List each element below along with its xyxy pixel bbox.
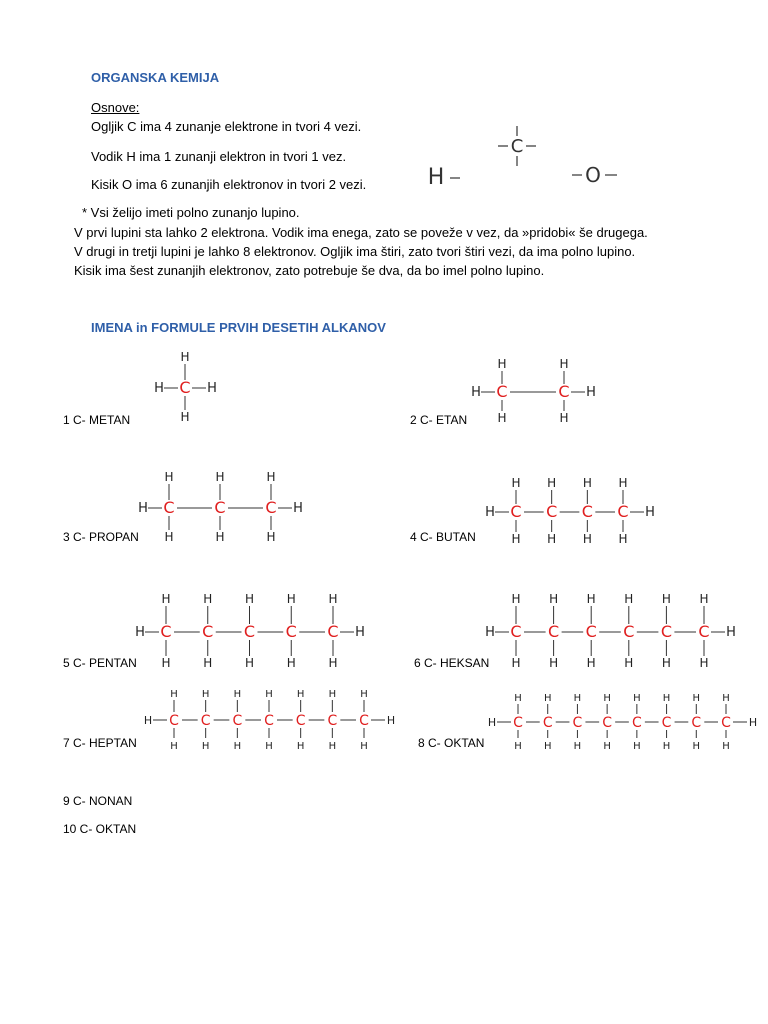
carbon-atom: C <box>581 502 593 521</box>
carbon-atom: C <box>327 713 338 729</box>
propane-structure <box>138 468 303 544</box>
hydrogen-atom: H <box>244 656 255 670</box>
hydrogen-atom: H <box>360 689 368 700</box>
carbon-atom: C <box>169 713 179 729</box>
hydrogen-atom: H <box>603 693 611 704</box>
carbon-atom: C <box>513 715 523 731</box>
carbon-atom: C <box>264 713 274 729</box>
hydrogen-atom: H <box>265 741 273 752</box>
carbon-atom: C <box>214 498 226 517</box>
carbon-atom: C <box>542 715 553 731</box>
hydrogen-atom: H <box>549 656 559 670</box>
hydrogen-atom: H <box>328 689 337 700</box>
hydrogen-atom: H <box>603 741 611 752</box>
alkanes-heading: IMENA in FORMULE PRVIH DESETIH ALKANOV <box>91 320 386 335</box>
pentane-structure <box>135 590 365 670</box>
hydrogen-atom: H <box>511 532 521 546</box>
hydrogen-atom: H <box>360 741 368 752</box>
carbon-atom: C <box>558 382 570 401</box>
hydrogen-atom: H <box>386 714 396 727</box>
hydrogen-atom: H <box>207 381 217 396</box>
hydrogen-atom: H <box>722 693 730 704</box>
hydrogen-symbol: H <box>427 165 445 190</box>
oxygen-symbol: O <box>585 163 601 187</box>
carbon-atom: C <box>698 622 710 641</box>
carbon-atom: C <box>243 622 256 641</box>
basics-note: * Vsi želijo imeti polno zunanjo lupino. <box>82 205 300 220</box>
hydrogen-atom: H <box>582 476 592 490</box>
ethane-structure <box>471 355 596 425</box>
basics-heading: Osnove: <box>91 100 140 115</box>
carbon-atom: C <box>546 502 558 521</box>
hydrogen-atom: H <box>485 625 495 640</box>
hydrogen-atom: H <box>514 741 522 752</box>
methane-structure <box>140 348 230 424</box>
alkane-label-8: 8 C- OKTAN <box>418 736 485 750</box>
hydrogen-atom: H <box>143 714 153 727</box>
hydrogen-atom: H <box>180 350 190 364</box>
hydrogen-atom: H <box>543 741 552 752</box>
carbon-atom: C <box>572 715 583 731</box>
basics-oxygen-line: Kisik O ima 6 zunanjih elektronov in tvori 2 vezi. <box>91 177 367 192</box>
butane-structure <box>485 474 655 546</box>
hydrogen-atom: H <box>471 385 481 400</box>
hydrogen-atom: H <box>618 532 628 546</box>
hydrogen-atom: H <box>154 381 164 396</box>
carbon-atom: C <box>548 622 560 641</box>
hydrogen-atom: H <box>582 532 592 546</box>
basics-paragraph-3: Kisik ima šest zunanjih elektronov, zato potrebuje še dva, da bo imel polno lupino. <box>74 263 545 278</box>
hydrogen-atom: H <box>355 625 365 640</box>
basics-carbon-line: Ogljik C ima 4 zunanje elektrone in tvori 4 vezi. <box>91 119 362 134</box>
hydrogen-atom: H <box>618 476 628 490</box>
carbon-atom: C <box>232 713 243 729</box>
hydrogen-atom: H <box>692 693 701 704</box>
hydrogen-atom: H <box>164 530 174 544</box>
hydrogen-atom: H <box>645 505 655 520</box>
hydrogen-atom: H <box>586 656 596 670</box>
hydrogen-atom: H <box>164 470 174 484</box>
carbon-atom: C <box>327 622 339 641</box>
hydrogen-atom: H <box>244 592 255 606</box>
hydrogen-atom: H <box>233 741 242 752</box>
hydrogen-atom: H <box>328 741 337 752</box>
hydrogen-atom: H <box>286 592 296 606</box>
valence-sketches <box>420 118 630 198</box>
hydrogen-atom: H <box>328 656 338 670</box>
carbon-atom: C <box>163 498 175 517</box>
hydrogen-atom: H <box>511 476 521 490</box>
hydrogen-atom: H <box>547 532 557 546</box>
hydrogen-atom: H <box>170 689 178 700</box>
hydrogen-atom: H <box>497 411 507 425</box>
hydrogen-atom: H <box>722 741 730 752</box>
alkane-label-10: 10 C- OKTAN <box>63 822 137 836</box>
hydrogen-atom: H <box>266 530 276 544</box>
hydrogen-atom: H <box>543 693 552 704</box>
basics-paragraph-1: V prvi lupini sta lahko 2 elektrona. Vodik ima enega, zato se poveže v vez, da »pridobi« še drugega. <box>74 225 648 240</box>
alkane-label-6: 6 C- HEKSAN <box>414 656 490 670</box>
page-title: ORGANSKA KEMIJA <box>91 70 220 85</box>
hydrogen-atom: H <box>215 470 225 484</box>
hydrogen-atom: H <box>138 501 148 516</box>
hydrogen-atom: H <box>726 625 736 640</box>
hydrogen-atom: H <box>633 741 641 752</box>
hydrogen-atom: H <box>692 741 701 752</box>
hydrogen-atom: H <box>180 410 190 424</box>
hydrogen-atom: H <box>624 592 634 606</box>
hydrogen-atom: H <box>624 656 634 670</box>
hydrogen-atom: H <box>573 741 582 752</box>
carbon-atom: C <box>359 713 369 729</box>
hydrogen-atom: H <box>203 592 213 606</box>
carbon-atom: C <box>510 622 522 641</box>
carbon-atom: C <box>496 382 508 401</box>
carbon-atom: C <box>660 622 672 641</box>
hydrogen-atom: H <box>201 689 210 700</box>
alkane-label-9: 9 C- NONAN <box>63 794 133 808</box>
hydrogen-atom: H <box>265 689 273 700</box>
alkane-label-5: 5 C- PENTAN <box>63 656 137 670</box>
hydrogen-atom: H <box>511 656 521 670</box>
hydrogen-atom: H <box>203 656 213 670</box>
hexane-structure <box>485 590 736 670</box>
hydrogen-atom: H <box>286 656 296 670</box>
basics-paragraph-2: V drugi in tretji lupini je lahko 8 elektronov. Ogljik ima štiri, zato tvori štiri vezi, da ima polno lupino. <box>74 244 636 259</box>
hydrogen-atom: H <box>661 656 671 670</box>
hydrogen-atom: H <box>487 716 497 729</box>
carbon-atom: C <box>721 715 731 731</box>
carbon-atom: C <box>202 622 214 641</box>
hydrogen-atom: H <box>633 693 641 704</box>
carbon-atom: C <box>585 622 597 641</box>
carbon-atom: C <box>691 715 702 731</box>
hydrogen-atom: H <box>161 656 171 670</box>
alkane-label-1: 1 C- METAN <box>63 413 131 427</box>
hydrogen-atom: H <box>296 741 305 752</box>
hydrogen-atom: H <box>328 592 338 606</box>
carbon-atom: C <box>200 713 211 729</box>
carbon-atom: C <box>631 715 642 731</box>
hydrogen-atom: H <box>170 741 178 752</box>
hydrogen-atom: H <box>266 470 276 484</box>
alkane-label-7: 7 C- HEPTAN <box>63 736 137 750</box>
alkane-label-2: 2 C- ETAN <box>410 413 468 427</box>
carbon-atom: C <box>265 498 277 517</box>
hydrogen-atom: H <box>662 741 671 752</box>
carbon-atom: C <box>661 715 672 731</box>
hydrogen-atom: H <box>233 689 242 700</box>
carbon-atom: C <box>623 622 635 641</box>
hydrogen-atom: H <box>485 505 495 520</box>
hydrogen-atom: H <box>215 530 225 544</box>
carbon-atom: C <box>602 715 613 731</box>
hydrogen-atom: H <box>586 592 596 606</box>
hydrogen-atom: H <box>662 693 671 704</box>
carbon-atom: C <box>285 622 297 641</box>
hydrogen-atom: H <box>514 693 522 704</box>
hydrogen-atom: H <box>549 592 559 606</box>
carbon-atom: C <box>295 713 306 729</box>
alkane-label-3: 3 C- PROPAN <box>63 530 139 544</box>
carbon-atom: C <box>179 378 191 397</box>
hydrogen-atom: H <box>161 592 171 606</box>
hydrogen-atom: H <box>547 476 557 490</box>
hydrogen-atom: H <box>748 716 758 729</box>
hydrogen-atom: H <box>497 357 507 371</box>
alkane-label-4: 4 C- BUTAN <box>410 530 476 544</box>
carbon-atom: C <box>160 622 172 641</box>
hydrogen-atom: H <box>559 357 569 371</box>
hydrogen-atom: H <box>699 656 709 670</box>
carbon-atom: C <box>510 502 522 521</box>
basics-hydrogen-line: Vodik H ima 1 zunanji elektron in tvori 1 vez. <box>91 149 347 164</box>
hydrogen-atom: H <box>573 693 582 704</box>
hydrogen-atom: H <box>586 385 596 400</box>
heptane-structure <box>143 684 396 752</box>
hydrogen-atom: H <box>293 501 303 516</box>
carbon-atom: C <box>617 502 629 521</box>
carbon-symbol: C <box>510 136 524 157</box>
octane-structure <box>487 688 758 752</box>
hydrogen-atom: H <box>661 592 671 606</box>
hydrogen-atom: H <box>135 625 145 640</box>
hydrogen-atom: H <box>559 411 569 425</box>
hydrogen-atom: H <box>511 592 521 606</box>
hydrogen-atom: H <box>201 741 210 752</box>
hydrogen-atom: H <box>296 689 305 700</box>
hydrogen-atom: H <box>699 592 709 606</box>
